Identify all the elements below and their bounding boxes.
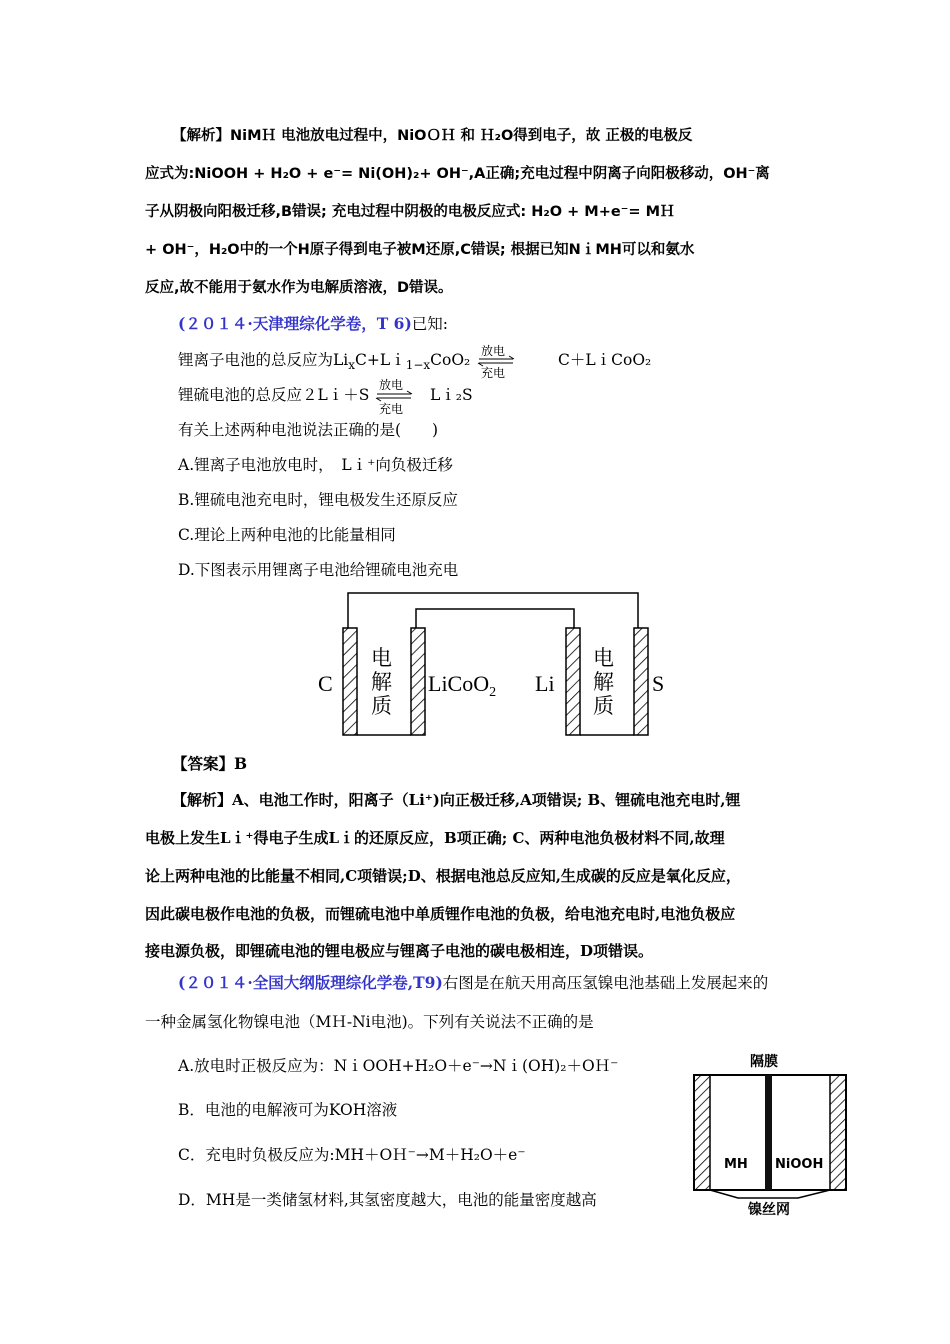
analysis-line-2: 应式为:NiOOH + H₂O + e⁻= Ni(OH)₂+ OH⁻,A正确;充电过程中阴离子向阳极移动，OH⁻离: [145, 166, 770, 182]
analysis-line-3: 子从阴极向阳极迁移,B错误; 充电过程中阴极的电极反应式: H₂O + M+e⁻= MＨ: [145, 204, 675, 220]
question-2-option-b: B．电池的电解液可为KOH溶液: [178, 1101, 398, 1119]
question-1-answer: 【答案】B: [172, 754, 248, 773]
equation-2-right: Lｉ₂S: [430, 386, 473, 404]
label-c: C: [318, 671, 333, 696]
arrow-2-bottom-label: 充电: [379, 402, 404, 416]
battery-connection-diagram: [300, 585, 690, 745]
right-hatched-wall: [830, 1075, 846, 1190]
question-2-option-a: A.放电时正极反应为：NｉOOH+H₂O＋e⁻→Nｉ(OH)₂＋OＨ⁻: [178, 1057, 619, 1075]
arrow-2-top-label: 放电: [379, 378, 404, 392]
question-1-option-d: D.下图表示用锂离子电池给锂硫电池充电: [178, 561, 459, 579]
question-2-stem-2: 一种金属氢化物镍电池（MＨ-Ni电池)。下列有关说法不正确的是: [145, 1013, 594, 1031]
equation-1-mid: C+Lｉ: [355, 351, 406, 369]
left-electrolyte-char-3: 质: [371, 694, 392, 718]
mh-label: MH: [724, 1157, 748, 1172]
equation-1-sub-x: x: [348, 358, 356, 373]
arrow-1-bottom-label: 充电: [481, 366, 506, 380]
label-s: S: [652, 671, 665, 696]
reversible-arrow-1: [477, 344, 517, 378]
inner-wire: [416, 609, 574, 628]
equation-1-sub-1x: 1−x: [405, 358, 431, 373]
question-2-stem-1: 右图是在航天用高压氢镍电池基础上发展起来的: [442, 974, 769, 992]
question-1-header: [178, 314, 448, 334]
question-1-source: (２０１４·天津理综化学卷，T 6): [178, 314, 412, 333]
right-electrolyte-char-3: 质: [593, 694, 614, 718]
question-1-analysis-line-2: 电极上发生Lｉ⁺得电子生成Lｉ的还原反应，B项正确; C、两种电池负极材料不同,故理: [145, 829, 725, 847]
question-1-option-b: B.锂硫电池充电时，锂电极发生还原反应: [178, 491, 458, 509]
sulfur-electrode: [634, 628, 648, 735]
left-hatched-wall: [694, 1075, 710, 1190]
right-electrolyte-char-1: 电: [593, 646, 614, 670]
left-electrolyte-char-2: 解: [371, 670, 392, 694]
question-1-option-c: C.理论上两种电池的比能量相同: [178, 526, 396, 544]
nickel-mesh-label: 镍丝网: [748, 1202, 790, 1218]
question-1-analysis-line-5: 接电源负极，即锂硫电池的锂电极应与锂离子电池的碳电极相连，D项错误。: [145, 942, 654, 960]
question-1-intro: 已知:: [411, 315, 449, 333]
analysis-line-1: 【解析】NiMＨ 电池放电过程中，NiOＯＨ 和 Ｈ₂O得到电子，故 正极的电极反: [172, 128, 693, 144]
carbon-electrode: [343, 628, 357, 735]
reversible-arrow-2: [375, 378, 415, 416]
question-2-header: [178, 973, 768, 993]
label-licoo2: LiCoO$_2$: [428, 671, 497, 700]
question-1-analysis-line-1: 【解析】A、电池工作时，阳离子（Li⁺)向正极迁移,A项错误; B、锂硫电池充电时,锂: [172, 791, 741, 809]
question-1-option-a: A.锂离子电池放电时， Lｉ⁺向负极迁移: [178, 456, 453, 474]
mh-ni-battery-figure: [688, 1048, 850, 1220]
equation-1-end: CoO₂: [430, 351, 471, 369]
niooh-label: NiOOH: [775, 1157, 824, 1172]
analysis-line-4: + OH⁻，H₂O中的一个H原子得到电子被M还原,C错误; 根据已知NｉMH可以和氨水: [145, 242, 695, 258]
right-electrolyte-char-2: 解: [593, 670, 614, 694]
equation-1-right: C＋LｉCoO₂: [558, 351, 652, 369]
question-2-source: (２０１４·全国大纲版理综化学卷,T9): [178, 973, 443, 992]
li-electrode: [566, 628, 580, 735]
outer-wire: [348, 593, 638, 628]
separator-label: 隔膜: [750, 1054, 778, 1070]
arrow-1-top-label: 放电: [481, 344, 506, 358]
question-1-analysis-line-3: 论上两种电池的比能量不相同,C项错误;D、根据电池总反应知,生成碳的反应是氧化反应，: [145, 867, 741, 885]
question-1-stem: 有关上述两种电池说法正确的是( ): [178, 421, 439, 439]
equation-1: [178, 350, 470, 375]
equation-2-left: 锂硫电池的总反应２Lｉ＋S: [178, 386, 370, 404]
licoo2-electrode: [411, 628, 425, 735]
question-2-option-c: C．充电时负极反应为:MH＋OＨ⁻→M＋H₂O＋e⁻: [178, 1146, 526, 1164]
separator-membrane: [765, 1075, 772, 1190]
equation-1-left: 锂离子电池的总反应为Li: [178, 351, 349, 369]
analysis-line-5: 反应,故不能用于氨水作为电解质溶液，D错误。: [145, 280, 453, 296]
question-1-analysis-line-4: 因此碳电极作电池的负极，而锂硫电池中单质锂作电池的负极，给电池充电时,电池负极应: [145, 905, 736, 923]
question-2-option-d: D．MH是一类储氢材料,其氢密度越大，电池的能量密度越高: [178, 1191, 597, 1209]
left-electrolyte-char-1: 电: [371, 646, 392, 670]
label-li: Li: [535, 671, 555, 696]
